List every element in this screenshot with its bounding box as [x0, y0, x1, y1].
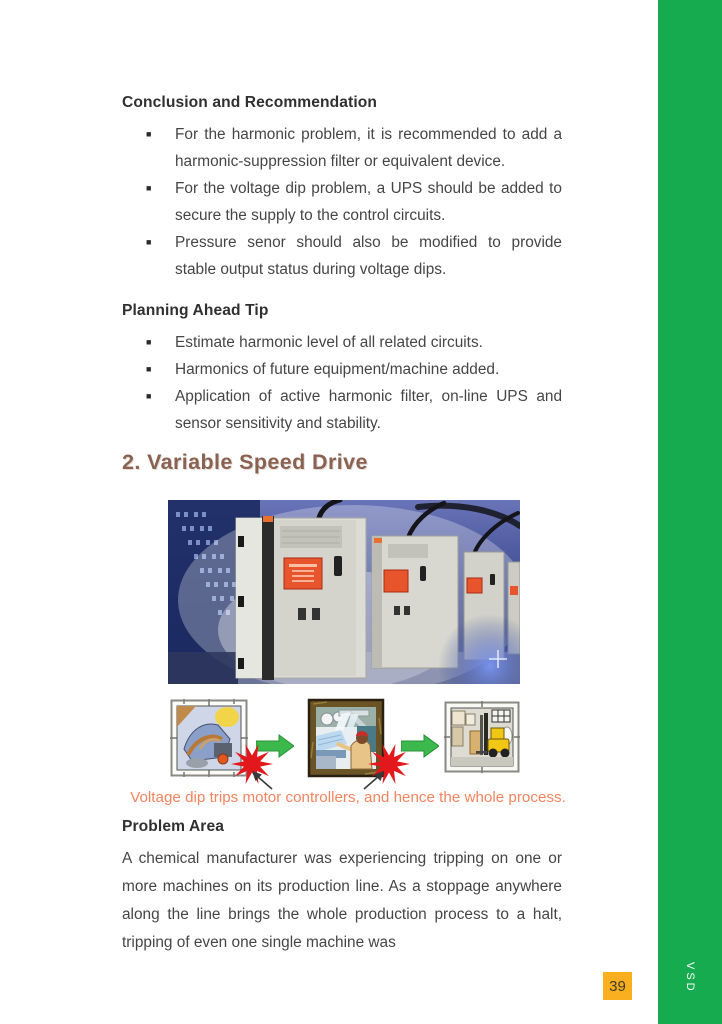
- forklift-frame-illustration: [444, 701, 520, 773]
- section-heading-vsd: 2. Variable Speed Drive: [122, 450, 368, 474]
- vsd-cabinets-photo-art: [168, 500, 520, 684]
- side-tab-bar: [658, 0, 722, 1024]
- bullet-icon: ■: [146, 391, 152, 401]
- bullet-text: For the harmonic problem, it is recommended to add a harmonic-suppression filter or equivalent device.: [175, 126, 562, 170]
- bullet-item: [122, 383, 562, 437]
- bullet-icon: ■: [146, 337, 152, 347]
- bullet-icon: ■: [146, 364, 152, 374]
- bullet-item: [122, 175, 562, 229]
- bullet-text: Estimate harmonic level of all related circuits.: [175, 334, 483, 351]
- bullet-item: [122, 229, 562, 283]
- planning-bullet-list: [122, 329, 562, 437]
- bullet-item: [122, 121, 562, 175]
- pointer-arrow-icon: [362, 769, 388, 791]
- bullet-text: For the voltage dip problem, a UPS should be added to secure the supply to the control circuits.: [175, 180, 562, 224]
- conclusion-bullet-list: [122, 121, 562, 283]
- vsd-cabinets-photo: [168, 500, 520, 684]
- bullet-icon: ■: [146, 129, 152, 139]
- side-tab-label: VSD: [684, 962, 696, 994]
- conclusion-heading: Conclusion and Recommendation: [122, 94, 378, 111]
- bullet-text: Application of active harmonic filter, on-line UPS and sensor sensitivity and stability.: [175, 388, 562, 432]
- bullet-icon: ■: [146, 183, 152, 193]
- planning-section: [122, 302, 562, 437]
- figure-caption: Voltage dip trips motor controllers, and hence the whole process.: [130, 789, 566, 806]
- page-number-badge: 39: [603, 972, 632, 1000]
- conclusion-section: [122, 94, 562, 283]
- pointer-arrow-icon: [248, 769, 274, 791]
- bullet-icon: ■: [146, 237, 152, 247]
- problem-area-text: A chemical manufacturer was experiencing tripping on one or more machines on its production line. As a stoppage anywhere along the line brings the whole production process to a halt, tripping of even one single machine was: [122, 850, 562, 951]
- process-flow-diagram: [122, 695, 562, 795]
- problem-area-heading: Problem Area: [122, 818, 225, 835]
- problem-area-section: [122, 818, 562, 957]
- bullet-item: [122, 356, 562, 383]
- bullet-text: Harmonics of future equipment/machine added.: [175, 361, 500, 378]
- bullet-text: Pressure senor should also be modified to provide stable output status during voltage dips.: [175, 234, 562, 278]
- planning-heading: Planning Ahead Tip: [122, 302, 269, 319]
- bullet-item: [122, 329, 562, 356]
